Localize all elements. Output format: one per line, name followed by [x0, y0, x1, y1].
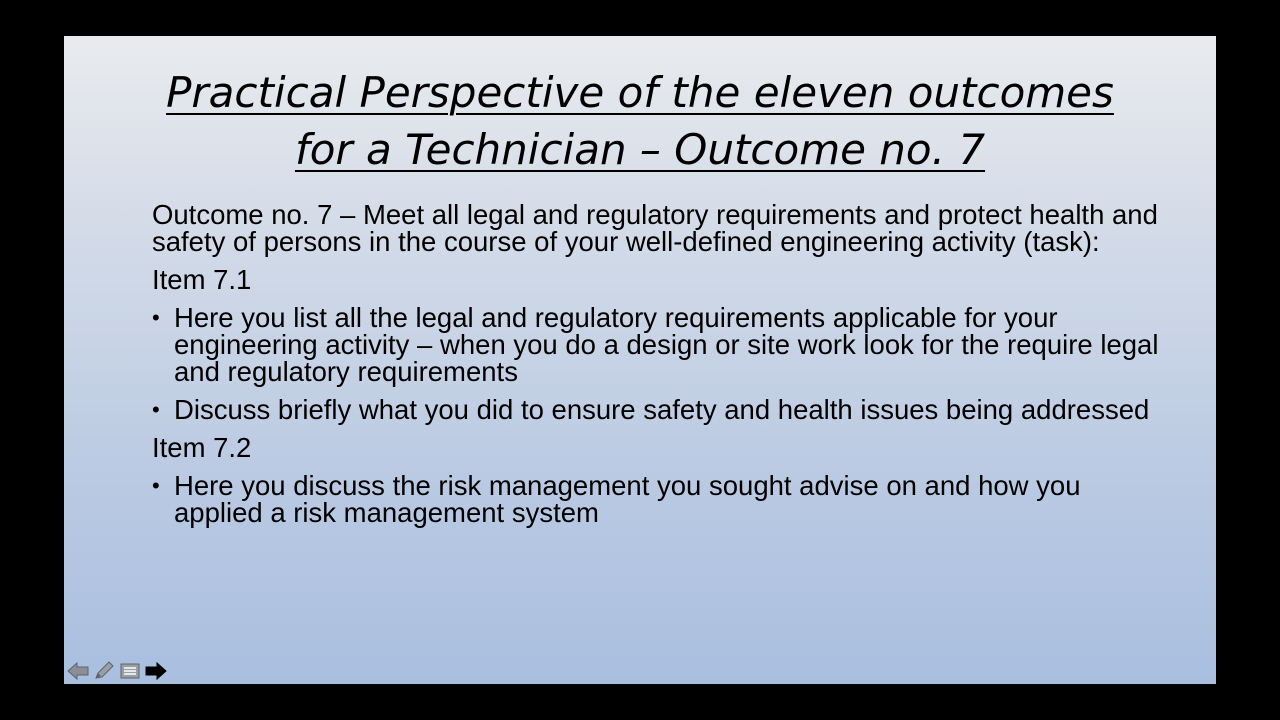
list-item: [152, 396, 1162, 423]
list-item: [152, 304, 1162, 385]
bullet-icon: •: [152, 305, 160, 330]
slide-title-line-2: for a Technician – Outcome no. 7: [294, 125, 986, 174]
list-item: [152, 472, 1162, 526]
slideshow-toolbar: [66, 660, 168, 682]
next-arrow-icon: [145, 662, 167, 680]
slide-title: [64, 64, 1216, 178]
pen-icon: [93, 661, 115, 681]
item-7-1-heading: Item 7.1: [152, 264, 252, 295]
bullet-icon: •: [152, 473, 160, 498]
previous-arrow-icon: [67, 662, 89, 680]
item-7-2-heading: Item 7.2: [152, 432, 252, 463]
previous-slide-button[interactable]: [66, 660, 90, 682]
bullet-text: Discuss briefly what you did to ensure safety and health issues being addressed: [174, 394, 1150, 425]
slide-menu-button[interactable]: [118, 660, 142, 682]
pen-tool-button[interactable]: [92, 660, 116, 682]
outcome-intro: Outcome no. 7 – Meet all legal and regulatory requirements and protect health and safety of persons in the course of your well-defined engineering activity (task):: [152, 199, 1158, 257]
slide-title-line-1: Practical Perspective of the eleven outcomes: [166, 68, 1114, 117]
slide-body: [152, 201, 1162, 537]
bullet-icon: •: [152, 397, 160, 422]
presentation-slide: [64, 36, 1216, 684]
menu-icon: [119, 662, 141, 680]
bullet-text: Here you discuss the risk management you sought advise on and how you applied a risk management system: [174, 470, 1081, 528]
next-slide-button[interactable]: [144, 660, 168, 682]
bullet-text: Here you list all the legal and regulatory requirements applicable for your engineering activity – when you do a design or site work look for the require legal and regulatory requirements: [174, 302, 1159, 387]
